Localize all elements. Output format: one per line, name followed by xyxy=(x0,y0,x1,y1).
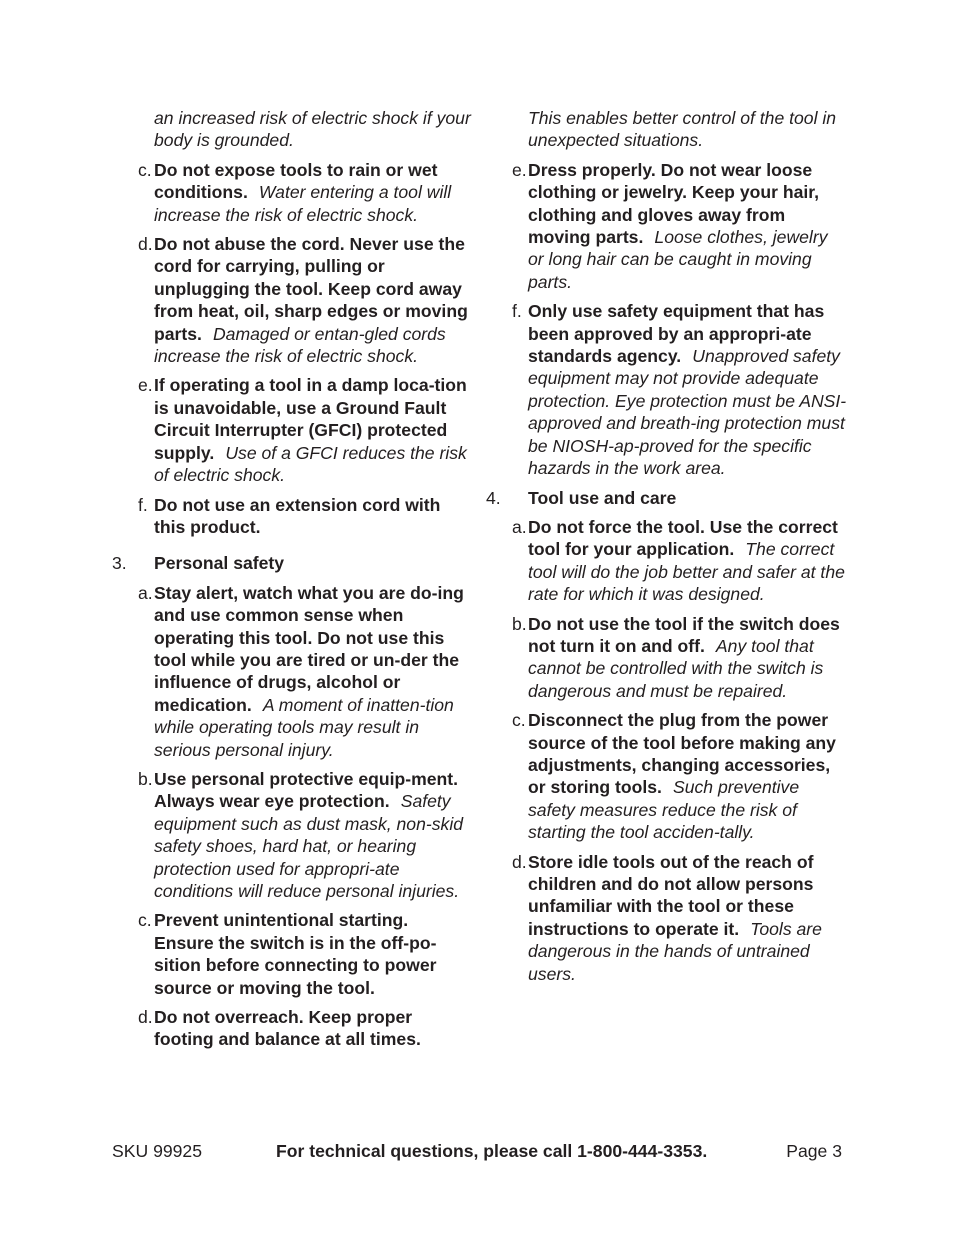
item-bold-text: Prevent unintentional starting. Ensure the switch is in the off-po-sition before connecting to power source or moving the tool. xyxy=(154,910,437,998)
section-title: Tool use and care xyxy=(528,487,677,508)
item-letter: b. xyxy=(512,613,527,634)
tech-support-line: For technical questions, please call 1-800-444-3353. xyxy=(276,1141,708,1161)
item-letter: c. xyxy=(512,710,526,731)
continuation-text: an increased risk of electric shock if your body is grounded. xyxy=(154,108,471,151)
list-item xyxy=(486,516,848,606)
sku-label: SKU 99925 xyxy=(112,1141,202,1161)
right-column xyxy=(486,107,848,985)
item-bold-text: Do not abuse the cord. Never use the cord for carrying, pulling or unplugging the tool. Keep cord away from heat, oil, sharp edges or moving parts. xyxy=(154,234,468,344)
item-italic-text: Loose clothes, jewelry or long hair can be caught in moving parts. xyxy=(528,227,828,292)
item-italic-text: Unapproved safety equipment may not provide adequate protection. Eye protection must be ANSI-approved and breath-ing protection must be NIOSH-ap-proved for the specific hazards in the work area. xyxy=(528,346,847,479)
item-italic-text: Use of a GFCI reduces the risk of electric shock. xyxy=(154,442,467,486)
item-bold-text: Do not overreach. Keep proper footing and balance at all times. xyxy=(154,1007,421,1050)
item-letter: d. xyxy=(138,234,153,255)
section-heading xyxy=(486,487,848,509)
item-bold-text: Disconnect the plug from the power source of the tool before making any adjustments, changing accessories, or storing tools. xyxy=(528,710,836,798)
item-bold-text: Do not use the tool if the switch does not turn it on and off. xyxy=(528,613,840,656)
item-letter: a. xyxy=(138,582,153,603)
list-item xyxy=(112,494,472,539)
item-bold-text: Do not use an extension cord with this product. xyxy=(154,494,441,537)
section-heading xyxy=(112,552,472,574)
item-italic-text: A moment of inatten-tion while operating tools may result in serious personal injury. xyxy=(154,694,454,760)
item-italic-text: Damaged or entan-gled cords increase the risk of electric shock. xyxy=(154,323,446,367)
item-letter: d. xyxy=(512,851,527,872)
item-bold-text: Dress properly. Do not wear loose clothing or jewelry. Keep your hair, clothing and gloves away from moving parts. xyxy=(528,159,820,248)
list-item xyxy=(112,1006,472,1051)
item-italic-text: The correct tool will do the job better and safer at the rate for which it was designed. xyxy=(528,539,845,605)
item-letter: d. xyxy=(138,1007,153,1028)
list-item xyxy=(486,709,848,843)
list-item xyxy=(486,851,848,985)
item-letter: a. xyxy=(512,516,527,537)
left-column xyxy=(112,107,472,1051)
item-letter: c. xyxy=(138,910,152,931)
item-letter: e. xyxy=(512,159,527,180)
page-number: Page 3 xyxy=(786,1141,842,1161)
list-item xyxy=(112,768,472,902)
section-number: 3. xyxy=(112,553,127,574)
item-bold-text: If operating a tool in a damp loca-tion is unavoidable, use a Ground Fault Circuit Interrupter (GFCI) protected supply. xyxy=(154,375,467,463)
list-item xyxy=(112,159,472,226)
section-title: Personal safety xyxy=(154,553,285,574)
list-item xyxy=(486,159,848,293)
continuation-text: This enables better control of the tool in unexpected situations. xyxy=(528,108,837,151)
item-bold-text: Only use safety equipment that has been approved by an appropri-ate standards agency. xyxy=(528,301,825,367)
list-item xyxy=(112,582,472,761)
item-letter: c. xyxy=(138,159,152,180)
item-italic-text: Such preventive safety measures reduce the risk of starting the tool acciden-tally. xyxy=(528,777,800,843)
item-italic-text: Safety equipment such as dust mask, non-skid safety shoes, hard hat, or hearing protection used for appropri-ate conditions will reduce personal injuries. xyxy=(154,791,464,901)
item-italic-text: Tools are dangerous in the hands of untrained users. xyxy=(528,918,822,984)
list-item xyxy=(112,233,472,367)
list-item xyxy=(112,909,472,999)
item-bold-text: Do not force the tool. Use the correct tool for your application. xyxy=(528,516,838,560)
item-letter: f. xyxy=(512,301,522,322)
item-italic-text: Any tool that cannot be controlled with the switch is dangerous and must be repaired. xyxy=(528,635,824,701)
item-bold-text: Use personal protective equip-ment. Always wear eye protection. xyxy=(154,768,459,812)
item-italic-text: Water entering a tool will increase the risk of electric shock. xyxy=(154,182,452,225)
page-footer xyxy=(112,1139,842,1163)
item-bold-text: Stay alert, watch what you are do-ing and use common sense when operating this tool. Do not use this tool while you are tired or un-der the influence of drugs, alcohol or medication. xyxy=(154,582,464,715)
list-item xyxy=(486,613,848,703)
list-item xyxy=(112,374,472,486)
list-item xyxy=(486,300,848,479)
item-bold-text: Do not expose tools to rain or wet conditions. xyxy=(154,159,438,203)
section-number: 4. xyxy=(486,487,501,508)
item-letter: f. xyxy=(138,494,148,515)
item-letter: e. xyxy=(138,375,153,396)
item-bold-text: Store idle tools out of the reach of children and do not allow persons unfamiliar with the tool or these instructions to operate it. xyxy=(528,851,814,939)
item-letter: b. xyxy=(138,768,153,789)
